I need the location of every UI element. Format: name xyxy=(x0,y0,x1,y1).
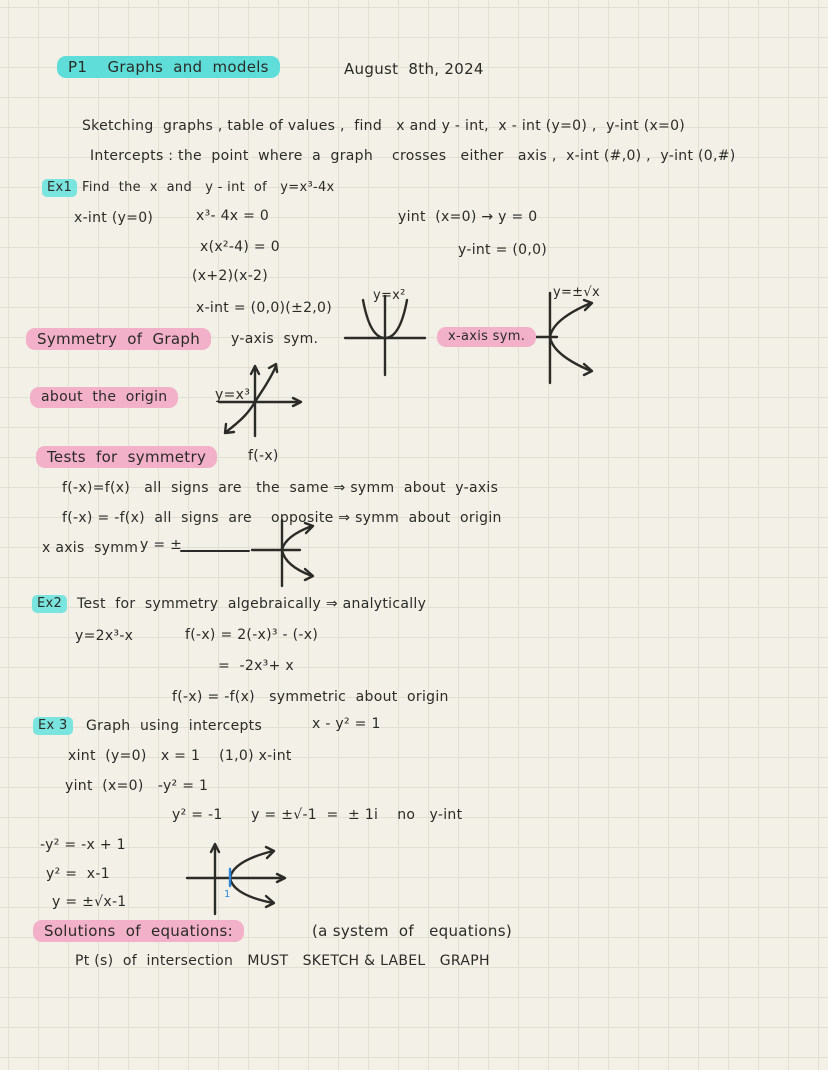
xaxis-symm-equation: y = ± xyxy=(140,537,183,553)
tests-heading: Tests for symmetry xyxy=(36,446,217,468)
ex1-label: Ex1 xyxy=(42,179,77,197)
intro-line-2: Intercepts : the point where a graph crosses either axis , x-int (#,0) , y-int (0,#) xyxy=(90,148,736,164)
ex2-step-2: = -2x³+ x xyxy=(218,658,294,674)
cubic-graph xyxy=(213,358,308,438)
ex1-yint-label: yint (x=0) → y = 0 xyxy=(398,209,538,225)
ex3-step-1: y² = -1 y = ±√-1 = ± 1i no y-int xyxy=(172,807,463,823)
tests-fx: f(-x) xyxy=(248,448,279,464)
intro-line-1: Sketching graphs , table of values , find x and y - int, x - int (y=0) , y-int (x=0) xyxy=(82,118,686,134)
xaxis-symm-line xyxy=(180,550,250,552)
ex1-step-2: x(x²-4) = 0 xyxy=(200,239,280,255)
vertex-1-label: 1 xyxy=(224,889,231,900)
ex3-step-2: -y² = -x + 1 xyxy=(40,837,126,853)
ex3-label: Ex 3 xyxy=(33,717,73,735)
parabola-graph-label: y=x² xyxy=(373,288,406,303)
ex3-title: Graph using intercepts xyxy=(86,718,263,734)
origin-equation: y=x³ xyxy=(215,387,251,403)
sqrt-graph-label: y=±√x xyxy=(553,285,600,300)
page-title: P1 Graphs and models xyxy=(57,56,280,78)
x-axis-sym-label: x-axis sym. xyxy=(437,327,536,347)
origin-heading: about the origin xyxy=(30,387,178,408)
solutions-subtext: (a system of equations) xyxy=(312,922,512,940)
ex2-equation: y=2x³-x xyxy=(75,628,134,644)
ex3-graph xyxy=(185,838,303,916)
symmetry-rule-same: f(-x)=f(x) all signs are the same ⇒ symm about y-axis xyxy=(62,480,499,496)
ex2-label: Ex2 xyxy=(32,595,67,613)
y-axis-sym-label: y-axis sym. xyxy=(231,331,319,347)
symmetry-heading: Symmetry of Graph xyxy=(26,328,211,350)
ex1-step-4: x-int = (0,0)(±2,0) xyxy=(196,300,333,316)
ex1-title: Find the x and y - int of y=x³-4x xyxy=(82,180,335,195)
parabola-graph xyxy=(342,293,428,378)
ex2-title: Test for symmetry algebraically ⇒ analytically xyxy=(77,596,427,612)
ex1-step-1: x³- 4x = 0 xyxy=(196,208,270,224)
ex3-xint-line: xint (y=0) x = 1 (1,0) x-int xyxy=(68,748,292,764)
solutions-heading: Solutions of equations: xyxy=(33,920,244,942)
ex1-xint-label: x-int (y=0) xyxy=(74,210,154,226)
solutions-line: Pt (s) of intersection MUST SKETCH & LABEL GRAPH xyxy=(75,953,490,969)
ex2-step-1: f(-x) = 2(-x)³ - (-x) xyxy=(185,627,319,643)
ex3-step-3: y² = x-1 xyxy=(46,866,110,882)
ex3-yint-line: yint (x=0) -y² = 1 xyxy=(65,778,209,794)
page-date: August 8th, 2024 xyxy=(344,60,484,78)
xaxis-symm-label: x axis symm xyxy=(42,540,139,556)
symmetry-rule-opposite: f(-x) = -f(x) all signs are opposite ⇒ symm about origin xyxy=(62,510,502,526)
ex3-equation: x - y² = 1 xyxy=(312,716,381,732)
ex1-yint-result: y-int = (0,0) xyxy=(458,242,548,258)
sideways-parabola-graph xyxy=(248,518,326,588)
ex1-step-3: (x+2)(x-2) xyxy=(192,268,269,284)
ex2-step-3: f(-x) = -f(x) symmetric about origin xyxy=(172,689,449,705)
ex3-step-4: y = ±√x-1 xyxy=(52,894,127,910)
